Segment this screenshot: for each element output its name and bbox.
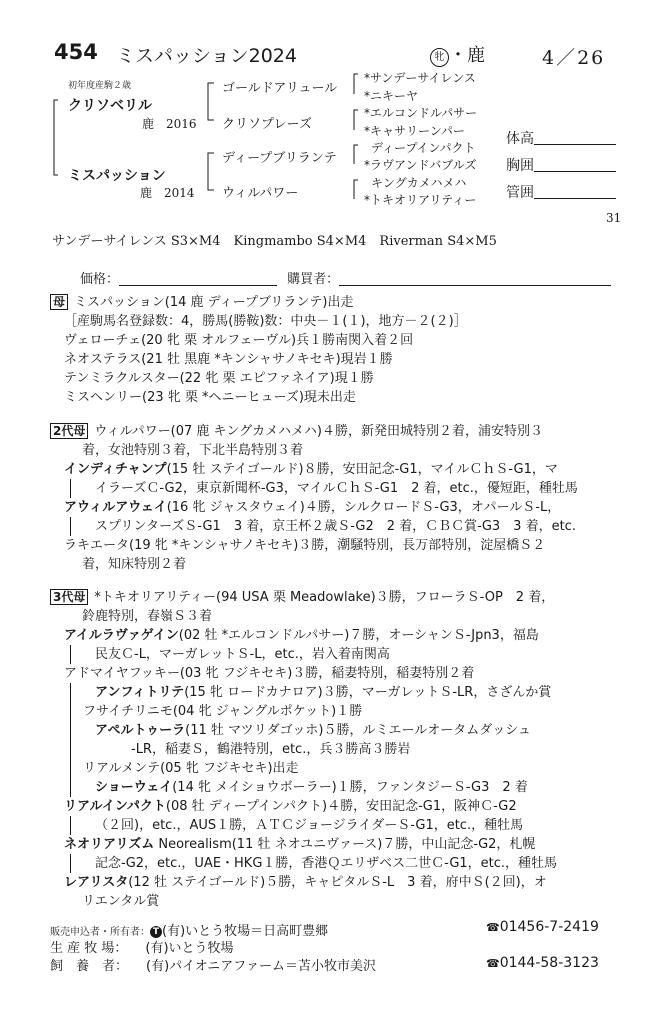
- breeder-row: [50, 937, 234, 956]
- price-row: [80, 268, 611, 287]
- buyer-field: [339, 271, 611, 286]
- breeder: (有)いとう牧場: [145, 941, 234, 956]
- birth-date: 4／26: [542, 47, 606, 69]
- measure-height: 体高: [506, 128, 616, 148]
- second-dam-section: 2代母 ウィルパワー(07 鹿 キングカメハメハ)４勝，新発田城特別２着，浦安特別３ 着，女池特別３着，下北半島特別３着 インディチャンプ(15 牡 ステイゴールド)８勝，安田記念-G1，マイルＣｈＳ-G1，マ イラーズＣ-G2，東京新聞杯-G3，マイルＣｈＳ-G1 2 着，etc.，優短距，種牡馬 アウィルアウェイ(16 牝 ジャスタウェイ)４勝，シルクロードＳ-G3，オパールＳ-L， スプリンターズＳ-G1 3 着，京王杯２歳Ｓ-G2 2 着，ＣＢＣ賞-G3 3 着，etc. ラキエータ(19 牝 *キンシャサノキセキ)３勝，潮騒特別，長万部特別，淀屋橋Ｓ２ 着，知床特別２着: [50, 422, 620, 574]
- page-number: 31: [606, 211, 622, 225]
- seller-tel: ☎01456-7-2419: [486, 919, 599, 935]
- inbreeding-crosses: サンデーサイレンス S3×M4 Kingmambo S4×M4 Riverman S4×M5: [52, 234, 497, 249]
- ggp-6: *ラヴアンドバブルズ: [364, 158, 477, 172]
- buyer-label: 購買者：: [287, 272, 340, 287]
- grandsire-1: ゴールドアリュール: [222, 81, 338, 96]
- raiser-label: 飼 養 者：: [50, 959, 129, 974]
- coat-color: ・鹿: [449, 45, 485, 66]
- lot-number: 454: [54, 40, 98, 64]
- horse-name: ミスパッション2024: [116, 45, 297, 67]
- seller: (有)いとう牧場＝日高町豊郷: [162, 924, 329, 939]
- ggp-2: *ニキーヤ: [364, 89, 419, 103]
- phone-icon: ☎: [486, 957, 500, 970]
- ggp-4: *キャサリーンパー: [364, 124, 465, 138]
- raiser-row: [50, 955, 376, 974]
- second-dam-badge: 2代母: [50, 423, 88, 439]
- dam-badge: 母: [50, 294, 68, 310]
- ggp-1: *サンデーサイレンス: [364, 71, 476, 85]
- price-label: 価格：: [80, 272, 120, 287]
- measure-girth: 胸囲: [506, 155, 616, 175]
- sire-note: 初年度産駒２歳: [68, 81, 132, 91]
- granddam-1: クリソプレーズ: [222, 117, 312, 132]
- dam-section: 母 ミスパッション(14 鹿 ディープブリランテ)出走 ［産駒馬名登録数：4，勝馬(勝鞍)数：中央－１(１)，地方－２(２)］ ヴェローチェ(20 牝 栗 オルフェーヴル)兵１勝南関入着２回 ネオステラス(21 牡 黒鹿 *キンシャサノキセキ)現岩１勝 テンミラクルスター(22 牝 栗 エピファネイア)現１勝 ミスヘンリー(23 牝 栗 *ヘニーヒューズ)現未出走: [50, 293, 620, 407]
- seller-label: 販売申込者・所有者：: [50, 927, 150, 938]
- sire-color-year: 鹿 2016: [142, 117, 197, 131]
- price-field: [119, 271, 277, 286]
- ggp-5: ディープインパクト: [371, 141, 476, 155]
- sire-name: クリソベリル: [68, 98, 152, 114]
- third-dam-section: 3代母 *トキオリアリティー(94 USA 栗 Meadowlake)３勝，フローラＳ-OP 2 着， 鈴鹿特別，春嶺Ｓ３着 アイルラヴァゲイン(02 牡 *エルコンドルパサー)７勝，オーシャンＳ-Jpn3，福島 民友Ｃ-L，マーガレットＳ-L，etc.，岩入着南関高 アドマイヤフッキー(03 牝 フジキセキ)３勝，稲妻特別，稲妻特別２着 アンフィトリテ(15 牝 ロードカナロア)３勝，マーガレットＳ-LR，さざんか賞 フサイチリニモ(04 牝 ジャングルポケット)１勝 アペルトゥーラ(11 牡 マツリダゴッホ)５勝，ルミエールオータムダッシュ -LR，稲妻Ｓ，鶴港特別，etc.，兵３勝高３勝岩 リアルメンテ(05 牝 フジキセキ)出走 ショーウェイ(14 牝 メイショウボーラー)１勝，ファンタジーＳ-G3 2 着 リアルインパクト(08 牡 ディープインパクト)４勝，安田記念-G1，阪神Ｃ-G2 （２回)，etc.，AUS１勝，ＡＴＣジョージライダーＳ-G1，etc.，種牡馬 ネオリアリズム Neorealism(11 牡 ネオユニヴァース)７勝，中山記念-G2，札幌 記念-G2，etc.，UAE・HKG１勝，香港Ｑエリザベス二世Ｃ-G1，etc.，種牡馬 レアリスタ(12 牡 ステイゴールド)５勝，キャピタルＳ-L 3 着，府中Ｓ(２回)，オ リエンタル賞: [50, 588, 620, 911]
- grandsire-2: ディープブリランテ: [222, 151, 337, 166]
- ggp-3: *エルコンドルパサー: [364, 106, 478, 120]
- sex-color: [430, 41, 485, 67]
- measure-cannon: 管囲: [506, 182, 616, 202]
- sex-mark: 牝: [430, 48, 449, 67]
- breeder-label: 生 産 牧 場：: [50, 941, 128, 956]
- phone-icon: ☎: [486, 921, 500, 934]
- ggp-8: *トキオリアリティー: [364, 193, 477, 207]
- raiser: (有)パイオニアファーム＝苫小牧市美沢: [146, 959, 376, 974]
- third-dam-badge: 3代母: [50, 589, 88, 605]
- seller-mark-icon: T: [150, 926, 162, 938]
- granddam-2: ウィルパワー: [222, 186, 299, 201]
- dam-name: ミスパッション: [68, 168, 166, 184]
- raiser-tel: ☎0144-58-3123: [486, 955, 599, 971]
- ggp-7: キングカメハメハ: [371, 176, 467, 190]
- dam-color-year: 鹿 2014: [140, 186, 195, 200]
